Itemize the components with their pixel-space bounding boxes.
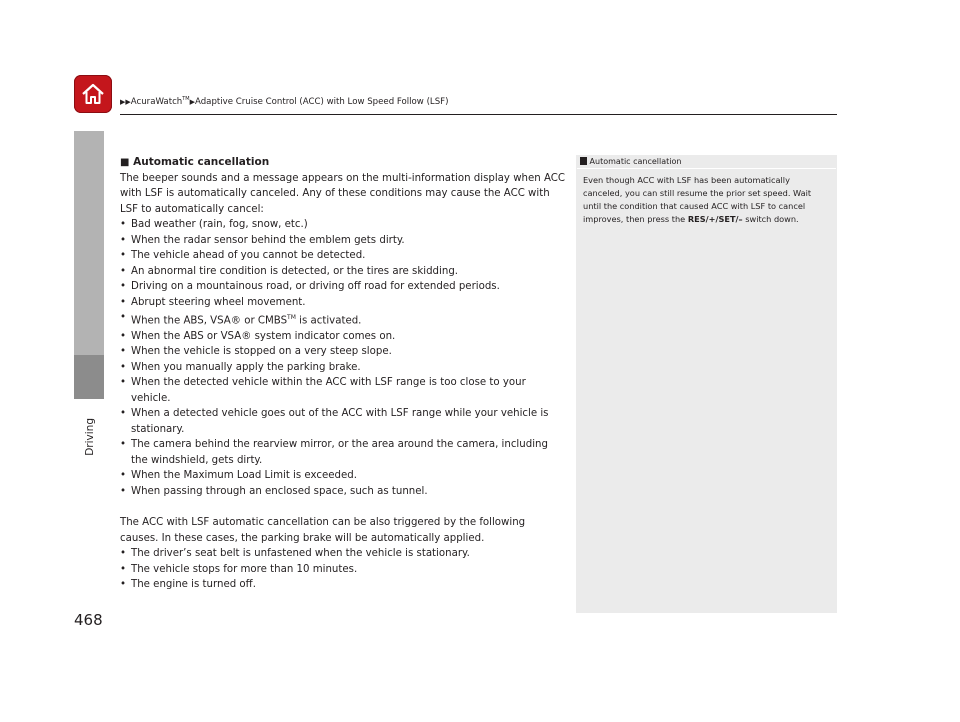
list-item: • Driving on a mountainous road, or driving off road for extended periods. xyxy=(120,279,565,295)
section-tab-marker xyxy=(74,355,104,399)
switch-name: RES/+/SET/– xyxy=(687,214,743,225)
list-item-text: or CMBS xyxy=(240,315,288,327)
list-item-text: When the ABS or VSA xyxy=(131,330,242,342)
secondary-paragraph: The ACC with LSF automatic cancellation can be also triggered by the following causes. In these cases, the parking brake will be automatically applied. xyxy=(120,517,526,544)
header-divider xyxy=(120,114,837,115)
main-content xyxy=(120,155,565,593)
note-title[interactable] xyxy=(580,157,681,166)
list-item: • The vehicle stops for more than 10 minutes. xyxy=(120,562,565,578)
list-item-text: is activated. xyxy=(295,315,362,327)
secondary-list xyxy=(120,546,565,593)
note-number-icon xyxy=(580,157,587,165)
spacer xyxy=(120,499,565,515)
list-item-text: system indicator comes on. xyxy=(251,330,396,342)
home-icon xyxy=(80,81,106,107)
heading-text: Automatic cancellation xyxy=(133,156,270,168)
list-item: • When passing through an enclosed space, such as tunnel. xyxy=(120,484,565,500)
heading-square-icon: ■ xyxy=(120,157,130,168)
breadcrumb-separator-icon: ▶ xyxy=(189,97,195,106)
note-text: Even though ACC with LSF has been automatically canceled, you can still resume the prior set speed. Wait until the condition that caused ACC with LSF to cancel improves, then press the xyxy=(583,175,812,225)
list-item: • When you manually apply the parking brake. xyxy=(120,360,565,376)
condition-list xyxy=(120,217,565,499)
list-item: • The camera behind the rearview mirror, or the area around the camera, including the windshield, gets dirty. xyxy=(120,437,565,468)
breadcrumb xyxy=(120,96,448,107)
note-text: switch down. xyxy=(742,214,799,225)
page-number: 468 xyxy=(74,611,103,629)
home-button[interactable] xyxy=(74,75,112,113)
registered-mark: ® xyxy=(241,330,252,342)
list-item-text: When the ABS, VSA xyxy=(131,315,231,327)
breadcrumb-arrow-icon: ▶▶ xyxy=(120,97,131,106)
intro-paragraph: The beeper sounds and a message appears on the multi-information display when ACC with LSF is automatically canceled. Any of these conditions may cause the ACC with LSF to automatically cancel: xyxy=(120,172,565,215)
list-item: • When the vehicle is stopped on a very steep slope. xyxy=(120,344,565,360)
list-item-indicator xyxy=(120,329,565,345)
list-item: • An abnormal tire condition is detected, or the tires are skidding. xyxy=(120,264,565,280)
list-item: • The vehicle ahead of you cannot be detected. xyxy=(120,248,565,264)
note-title-text: Automatic cancellation xyxy=(589,157,682,166)
list-item: • When the radar sensor behind the emblem gets dirty. xyxy=(120,233,565,249)
list-item: • Abrupt steering wheel movement. xyxy=(120,295,565,311)
note-body xyxy=(583,174,829,226)
section-heading xyxy=(120,155,565,171)
section-label: Driving xyxy=(84,418,96,456)
list-item: • Bad weather (rain, fog, snow, etc.) xyxy=(120,217,565,233)
trademark-mark: TM xyxy=(287,314,296,321)
list-item: • When the detected vehicle within the ACC with LSF range is too close to your vehicle. xyxy=(120,375,565,406)
list-item: • When the Maximum Load Limit is exceeded. xyxy=(120,468,565,484)
list-item: • When a detected vehicle goes out of the ACC with LSF range while your vehicle is stationary. xyxy=(120,406,565,437)
breadcrumb-acc-link[interactable]: Adaptive Cruise Control (ACC) with Low Speed Follow (LSF) xyxy=(195,96,449,107)
list-item-abs xyxy=(120,310,565,329)
note-divider xyxy=(577,168,836,169)
trademark-mark: TM xyxy=(182,96,190,102)
registered-mark: ® xyxy=(230,315,241,327)
list-item: • The engine is turned off. xyxy=(120,577,565,593)
list-item: • The driver’s seat belt is unfastened when the vehicle is stationary. xyxy=(120,546,565,562)
breadcrumb-acurawatch-link[interactable]: AcuraWatch xyxy=(130,96,183,107)
